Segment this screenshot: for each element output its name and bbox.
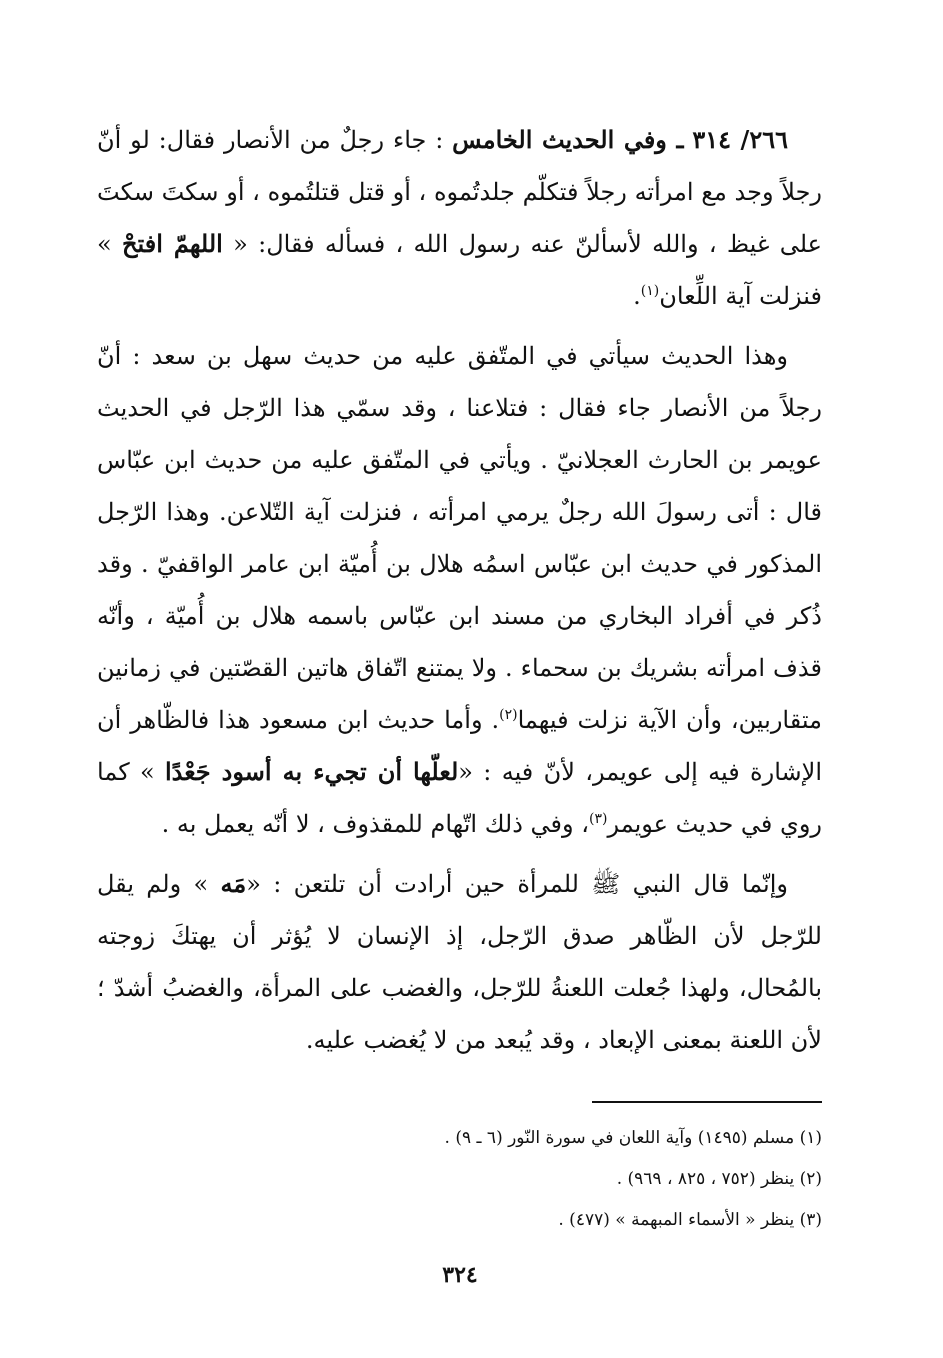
footnote-ref-2: (٢) (499, 707, 518, 723)
paragraph-text: وهذا الحديث سيأتي في المتّفق عليه من حديث سهل بن سعد : أنّ رجلاً من الأنصار جاء فقال : فتلاعنا ، وقد سمّي هذا الرّجل في الحديث عويمر بن الحارث العجلانيّ . ويأتي في المتّفق عليه من حديث ابن عبّاس قال : أتى رسولَ الله رجلٌ يرمي امرأته ، فنزلت آية التّلاعن. وهذا الرّجل المذكور في حديث ابن عبّاس اسمُه هلال بن أُميّة ابن عامر الواقفيّ . وقد ذُكر في أفراد البخاري من مسند ابن عبّاس باسمه هلال بن أُميّة ، وأنّه قذف امرأته بشريك بن سحماء . ولا يمتنع اتّفاق هاتين القصّتين في زمانين متقاربين، وأن الآية نزلت فيهما (97, 342, 822, 734)
footnote-item: (٣) ينظر « الأسماء المبهمة » (٤٧٧) . (558, 1210, 822, 1230)
prophetic-quote: لعلّها أن تجيء به أسود جَعْدًا (164, 757, 459, 786)
paragraph-text: وإنّما قال النبي ﷺ للمرأة حين أرادت أن تلتعن : « (246, 870, 788, 898)
paragraph-text: . وأما حديث ابن مسعود هذا فالظّاهر أن الإشارة فيه إلى عويمر، لأنّ فيه : « (97, 706, 822, 786)
prophetic-quote: اللهمّ افتحْ (121, 229, 223, 258)
footnote-ref-1: (١) (640, 283, 660, 299)
footnote-divider (592, 1101, 822, 1103)
hadith-number: ٢٦٦/ ٣١٤ (692, 125, 788, 154)
prophetic-quote: مَه (220, 869, 247, 898)
footnotes (300, 1118, 822, 1241)
footnote-item: (٢) ينظر (٧٥٢ ، ٨٢٥ ، ٩٦٩) . (616, 1169, 822, 1189)
paragraph-text: . (633, 282, 641, 310)
footnote-item: (١) مسلم (١٤٩٥) وآية اللعان في سورة النّور (٦ ـ ٩) . (444, 1128, 822, 1148)
paragraph-text: » ولم يقل للرّجل لأن الظّاهر صدق الرّجل، إذ الإنسان لا يُؤثر أن يهتكَ زوجته بالمُحال، ولهذا جُعلت اللعنةُ للرّجل، والغضب على المرأة، والغضبُ أشدّ ؛ لأن اللعنة بمعنى الإبعاد ، وقد يُبعد من لا يُغضب عليه. (97, 870, 822, 1054)
paragraph-text: : جاء رجلٌ من الأنصار فقال: لو أنّ رجلاً وجد مع امرأته رجلاً فتكلّم جلدتُموه ، أو قتل قتلتُموه ، أو سكتَ سكتَ على غيظ ، والله لأسألنّ عنه رسول الله ، فسأله فقال: « (97, 126, 822, 258)
commentary-paragraph (97, 858, 822, 1066)
hadith-heading: ـ وفي الحديث الخامس (452, 125, 684, 154)
main-text (97, 114, 822, 1066)
paragraph-text: » كما روي في حديث عويمر (97, 758, 822, 838)
paragraph-text: ، وفي ذلك اتّهام للمقذوف ، لا أنّه يعمل به . (161, 810, 589, 838)
paragraph-text: » فنزلت آية اللِّعان (97, 230, 822, 310)
hadith-paragraph (97, 114, 822, 322)
commentary-paragraph (97, 330, 822, 850)
footnote-ref-3: (٣) (589, 811, 608, 827)
page-number: ٣٢٤ (442, 1262, 478, 1288)
